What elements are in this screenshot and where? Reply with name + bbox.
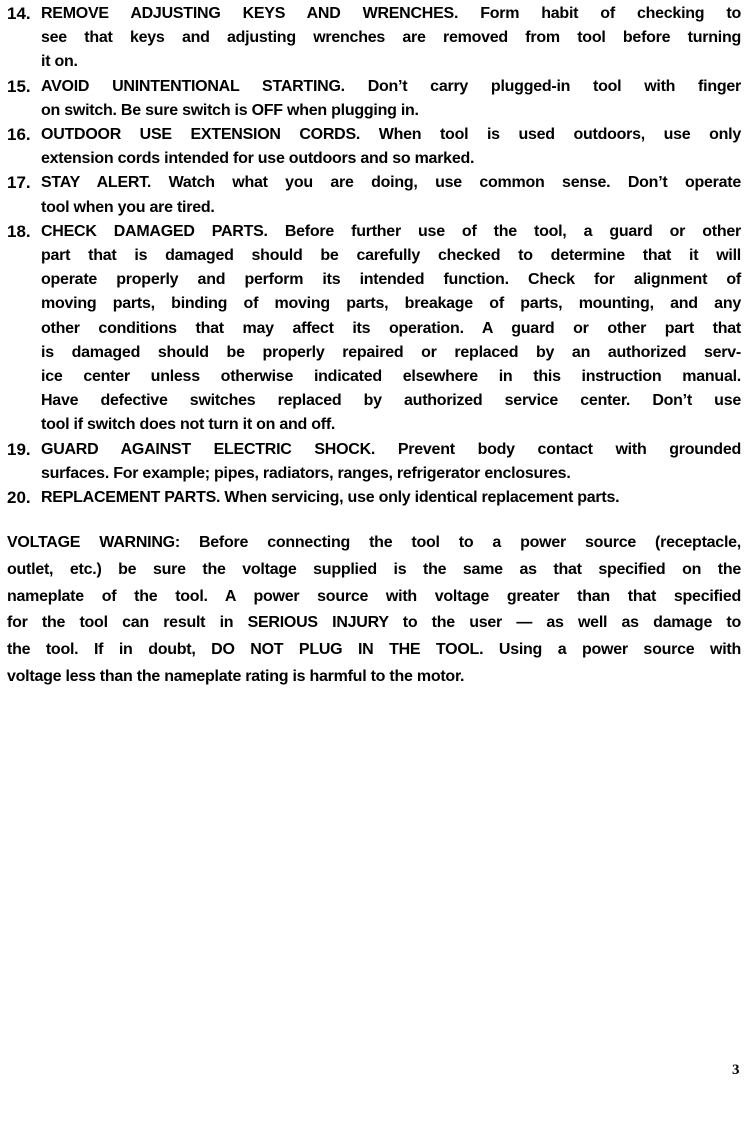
rule-text-line: tool if switch does not turn it on and off. [41,416,336,434]
warning-text-line: the tool. If in doubt, DO NOT PLUG IN THE TOOL. Using a power source with [7,641,741,659]
rule-text-line: see that keys and adjusting wrenches are removed from tool before turning [41,29,741,47]
warning-text-line: VOLTAGE WARNING: Before connecting the tool to a power source (receptacle, [7,534,741,551]
rule-text-line: is damaged should be properly repaired or replaced by an authorized serv- [41,343,741,361]
rule-text [41,2,741,75]
rule-text-line: other conditions that may affect its operation. A guard or other part that [41,319,741,337]
rule-number: 20. [7,488,31,507]
rule-text-line: CHECK DAMAGED PARTS. Before further use of the tool, a guard or other [41,222,741,240]
rule-number: 19. [7,439,31,459]
rule-text-line: on switch. Be sure switch is OFF when plugging in. [41,101,419,119]
rule-item [7,75,741,123]
rule-item [7,171,741,219]
rule-text-line: tool when you are tired. [41,198,215,216]
rule-number: 15. [7,76,31,96]
rule-number: 16. [7,125,31,144]
rule-text-line: REPLACEMENT PARTS. When servicing, use only identical replacement parts. [41,489,620,506]
rule-number: 17. [7,173,31,193]
rule-text [41,171,741,219]
rule-item [7,123,741,171]
rule-item [7,2,741,75]
rule-text-line: extension cords intended for use outdoors and so marked. [41,150,475,168]
rule-item [7,438,741,486]
rule-text [41,438,741,486]
rule-text [41,486,741,510]
rule-text [41,123,741,171]
rule-text [41,220,741,438]
rule-text-line: operate properly and perform its intended function. Check for alignment of [41,271,741,289]
rule-text-line: ice center unless otherwise indicated elsewhere in this instruction manual. [41,367,741,385]
rule-text-line: AVOID UNINTENTIONAL STARTING. Don’t carry plugged-in tool with finger [41,77,741,95]
rule-text-line: part that is damaged should be carefully checked to determine that it will [41,246,741,264]
rule-text-line: it on. [41,53,78,71]
rule-text-line: OUTDOOR USE EXTENSION CORDS. When tool is used outdoors, use only [41,126,741,143]
rule-text-line: REMOVE ADJUSTING KEYS AND WRENCHES. Form habit of checking to [41,5,741,22]
voltage-warning [7,530,741,691]
page-number: 3 [732,1062,740,1078]
rule-text-line: Have defective switches replaced by authorized service center. Don’t use [41,392,741,410]
rule-text-line: GUARD AGAINST ELECTRIC SHOCK. Prevent body contact with grounded [41,440,741,458]
warning-text-line: voltage less than the nameplate rating is harmful to the motor. [7,667,465,685]
rule-number: 14. [7,4,31,23]
warning-text-line: nameplate of the tool. A power source with voltage greater than that specified [7,587,741,605]
rule-item [7,220,741,438]
rule-item [7,486,741,510]
warning-text-line: outlet, etc.) be sure the voltage supplied is the same as that specified on the [7,560,741,578]
warning-text-line: for the tool can result in SERIOUS INJURY to the user — as well as damage to [7,614,741,632]
rule-number: 18. [7,221,31,241]
rule-text-line: surfaces. For example; pipes, radiators, ranges, refrigerator enclosures. [41,464,571,482]
rule-text [41,75,741,123]
rule-text-line: moving parts, binding of moving parts, breakage of parts, mounting, and any [41,295,741,313]
rule-text-line: STAY ALERT. Watch what you are doing, use common sense. Don’t operate [41,174,741,192]
